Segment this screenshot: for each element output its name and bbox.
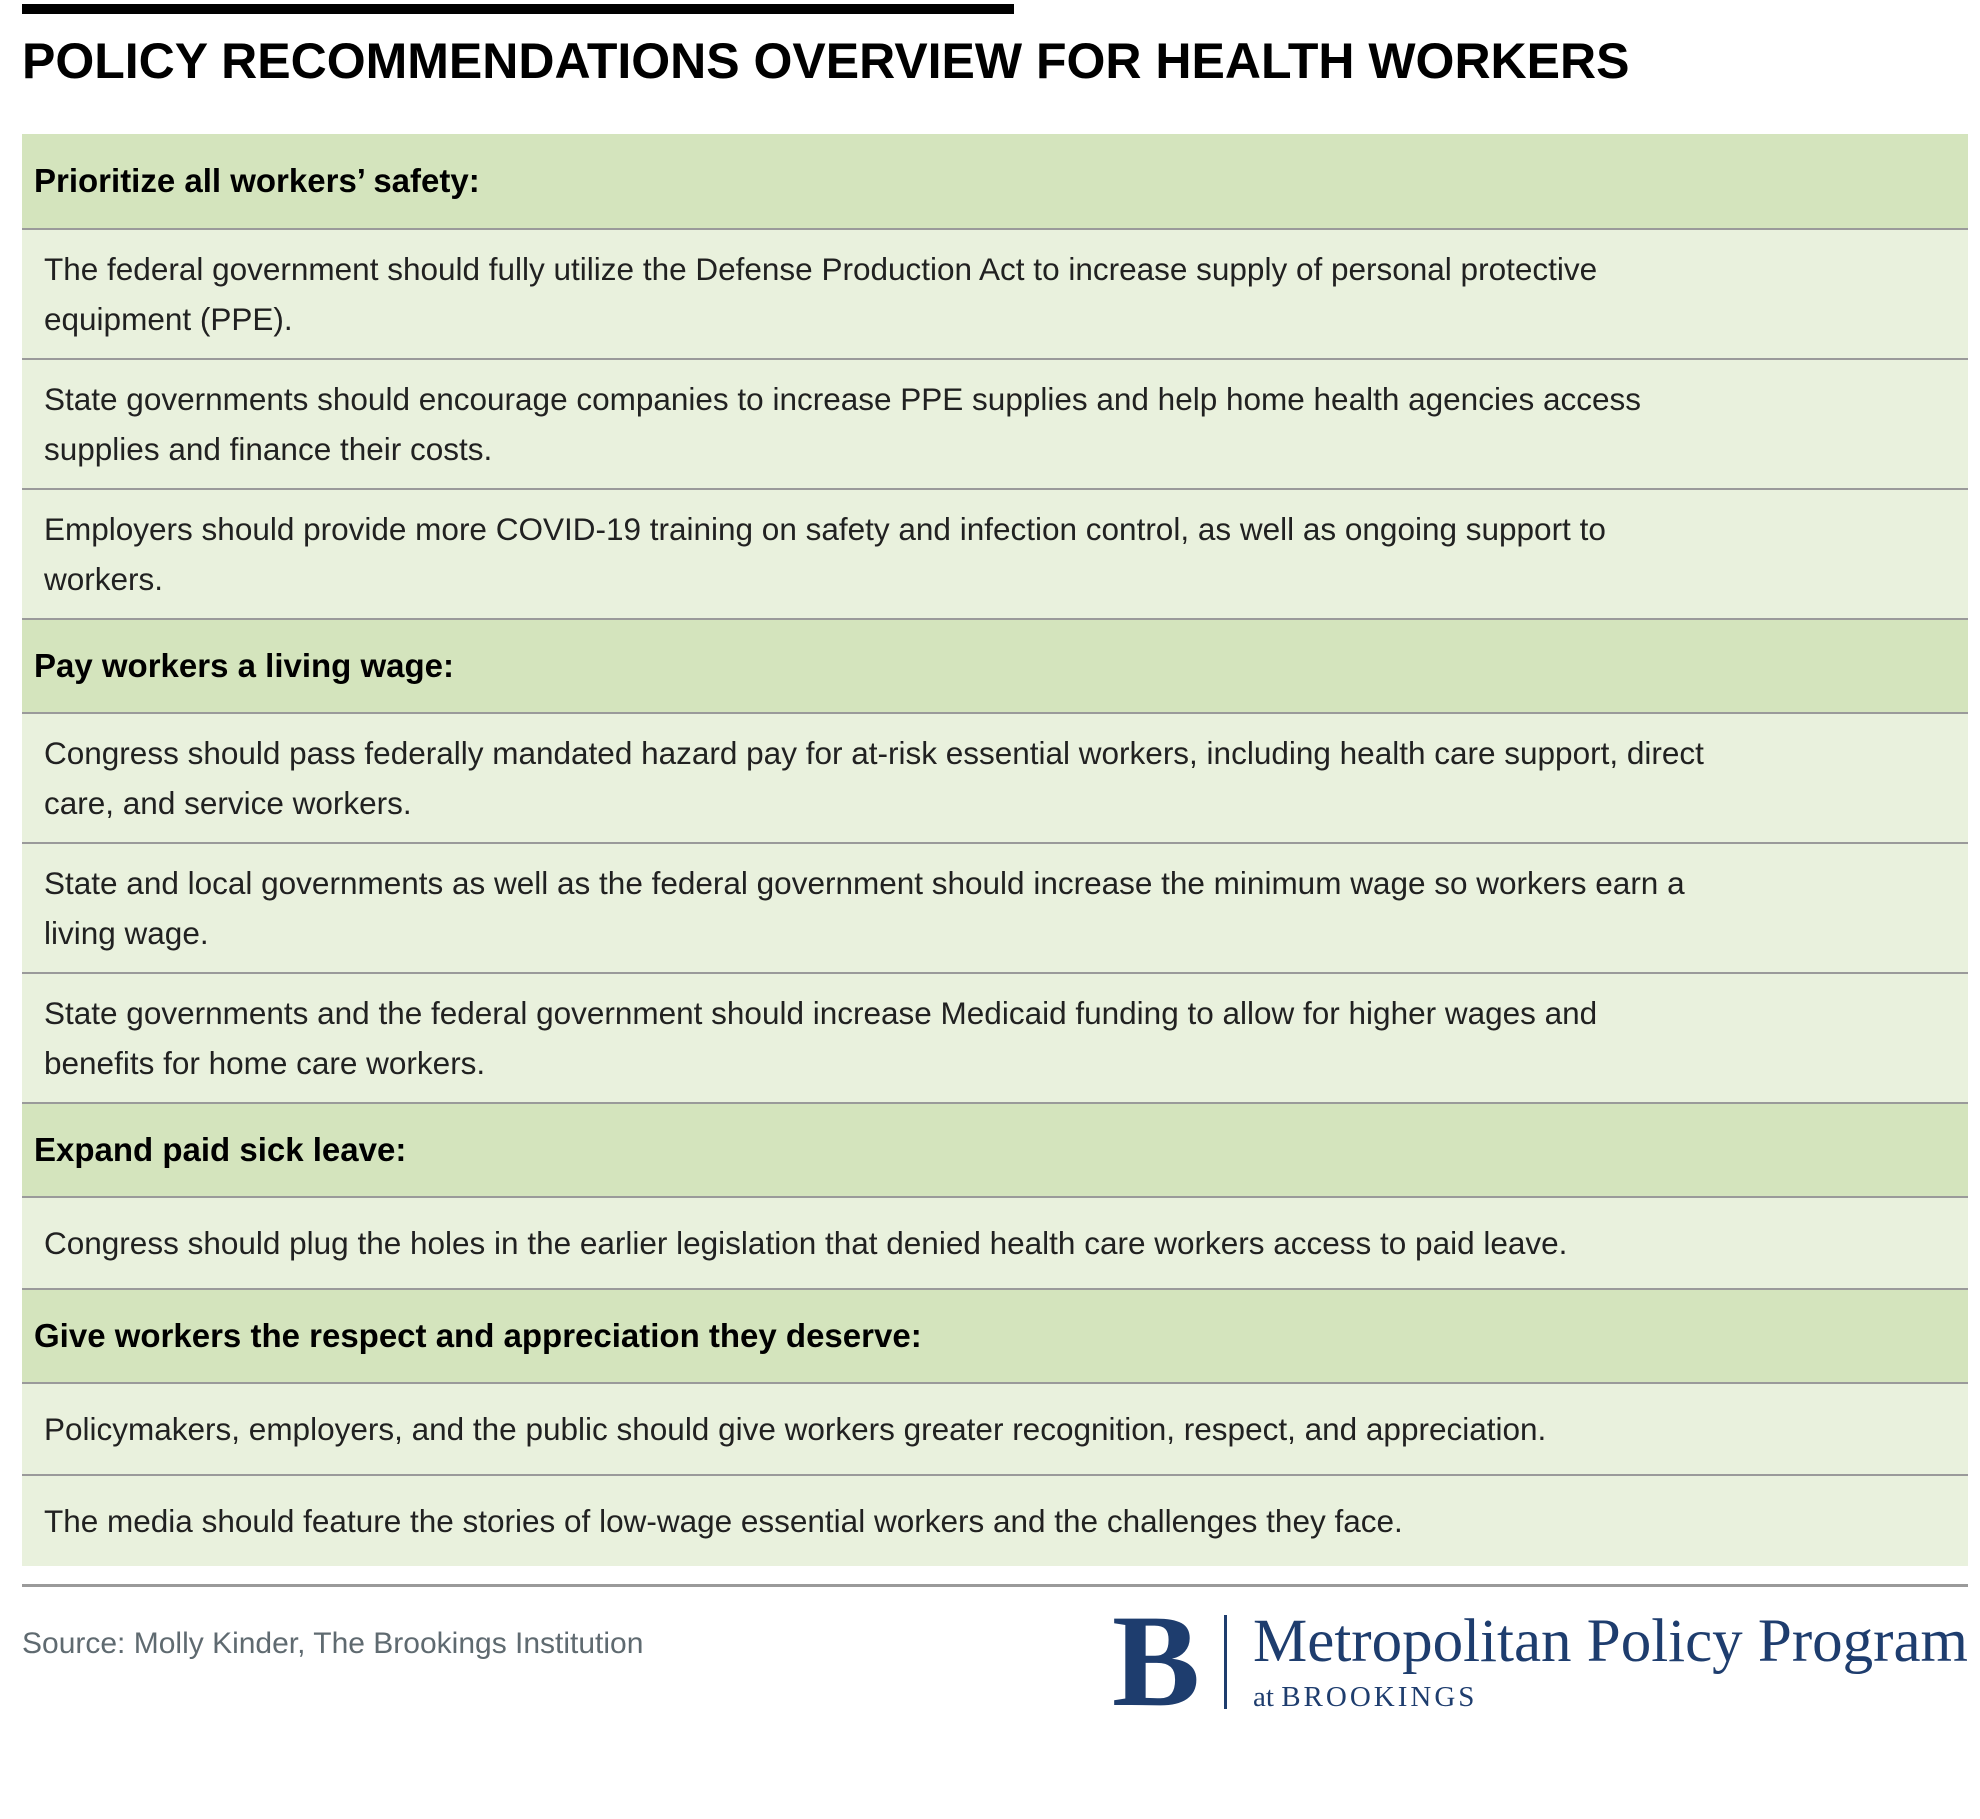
policy-item-row: The media should feature the stories of low-wage essential workers and the challenges they face. [22,1474,1968,1566]
footer-divider [22,1584,1968,1587]
policy-table [22,134,1968,1566]
policy-item-row: Policymakers, employers, and the public should give workers greater recognition, respect, and appreciation. [22,1382,1968,1474]
policy-item-row: State governments should encourage companies to increase PPE supplies and help home health agencies access supplies and finance their costs. [22,358,1968,488]
section-header-row: Give workers the respect and appreciation they deserve: [22,1288,1968,1382]
policy-item-row: The federal government should fully utilize the Defense Production Act to increase supply of personal protective equipment (PPE). [22,228,1968,358]
logo-text [1253,1608,1968,1714]
page-title: POLICY RECOMMENDATIONS OVERVIEW FOR HEALTH WORKERS [22,33,1630,89]
policy-item-row: Congress should pass federally mandated hazard pay for at-risk essential workers, including health care support, direct care, and service workers. [22,712,1968,842]
source-credit: Source: Molly Kinder, The Brookings Institution [22,1627,644,1660]
brookings-b-logo: B [1111,1587,1201,1734]
brookings-logo [1111,1587,1968,1734]
logo-at-word: at [1253,1681,1274,1713]
section-header-row: Prioritize all workers’ safety: [22,134,1968,228]
logo-program-name: Metropolitan Policy Program [1253,1608,1968,1675]
policy-item-row: State and local governments as well as the federal government should increase the minimum wage so workers earn a living wage. [22,842,1968,972]
footer [22,1587,1968,1734]
policy-item-row: Employers should provide more COVID-19 training on safety and infection control, as well as ongoing support to workers. [22,488,1968,618]
logo-org-name: BROOKINGS [1281,1681,1478,1713]
policy-item-row: Congress should plug the holes in the earlier legislation that denied health care workers access to paid leave. [22,1196,1968,1288]
section-header-row: Pay workers a living wage: [22,618,1968,712]
policy-item-row: State governments and the federal government should increase Medicaid funding to allow for higher wages and benefits for home care workers. [22,972,1968,1102]
logo-at-brookings [1253,1681,1968,1714]
section-header-row: Expand paid sick leave: [22,1102,1968,1196]
top-accent-bar [22,4,1014,14]
logo-separator [1224,1615,1227,1709]
